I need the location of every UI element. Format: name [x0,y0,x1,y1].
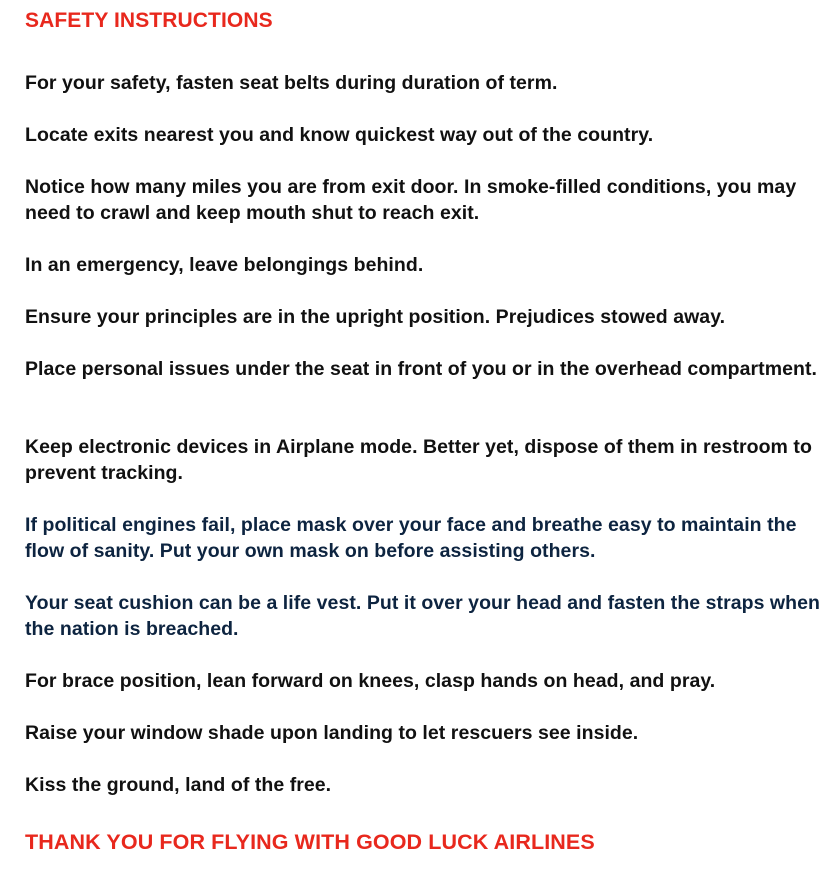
instruction-item: Place personal issues under the seat in front of you or in the overhead compartment. [25,358,817,380]
document-title: SAFETY INSTRUCTIONS [25,9,273,32]
instruction-item: Notice how many miles you are from exit door. In smoke-filled conditions, you may need to crawl and keep mouth shut to reach exit. [25,176,797,224]
instruction-item: If political engines fail, place mask over your face and breathe easy to maintain the flow of sanity. Put your own mask on before assisting others. [25,514,797,562]
safety-card [25,0,820,854]
instruction-item: Kiss the ground, land of the free. [25,774,332,796]
instruction-item: Ensure your principles are in the upright position. Prejudices stowed away. [25,306,726,328]
instruction-item: For brace position, lean forward on knees, clasp hands on head, and pray. [25,670,716,692]
instruction-item: For your safety, fasten seat belts during duration of term. [25,72,558,94]
instruction-item: Keep electronic devices in Airplane mode. Better yet, dispose of them in restroom to prevent tracking. [25,436,812,484]
instruction-item: Raise your window shade upon landing to let rescuers see inside. [25,722,639,744]
instruction-item: In an emergency, leave belongings behind. [25,254,424,276]
instruction-item: Locate exits nearest you and know quickest way out of the country. [25,124,654,146]
closing-message: THANK YOU FOR FLYING WITH GOOD LUCK AIRLINES [25,830,595,854]
instruction-item: Your seat cushion can be a life vest. Put it over your head and fasten the straps when the nation is breached. [25,592,820,640]
